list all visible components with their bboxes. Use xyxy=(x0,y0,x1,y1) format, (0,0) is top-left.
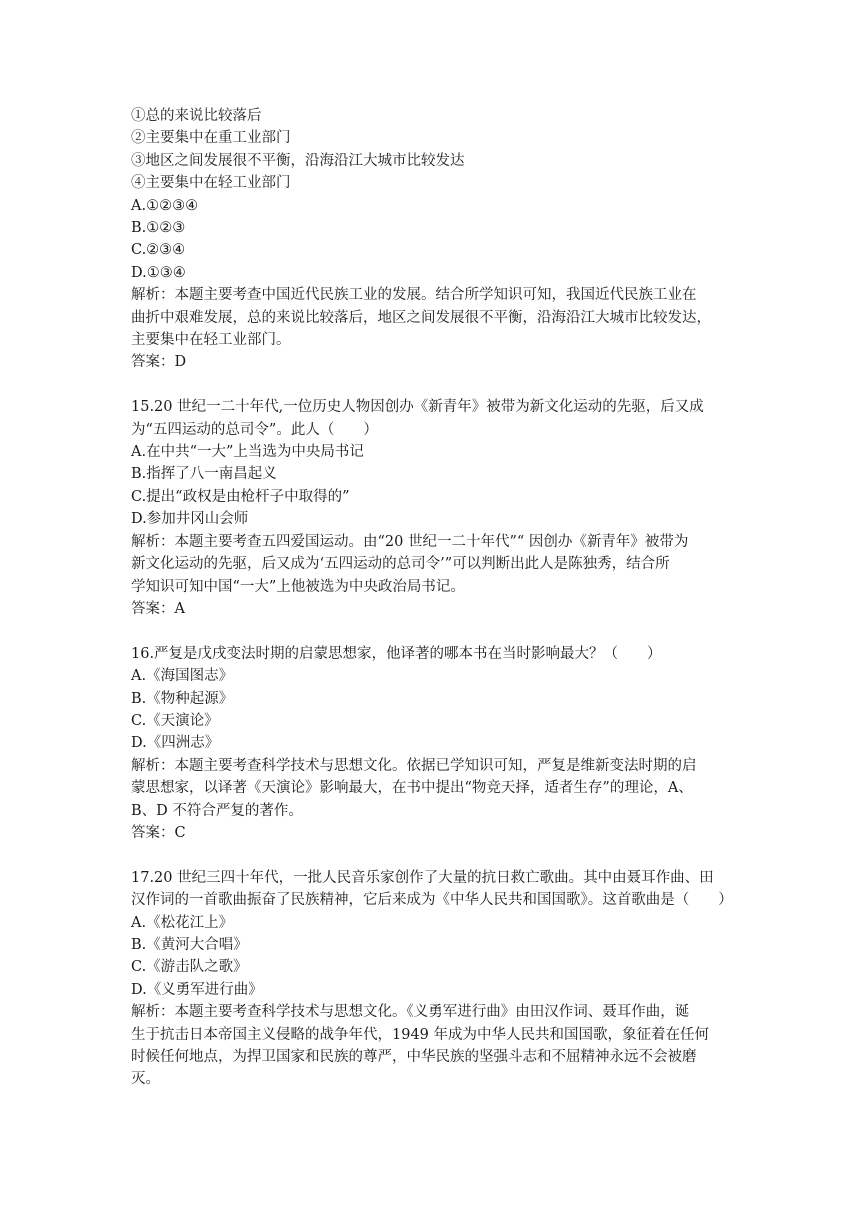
analysis-line: 学知识可知中国“一大”上他被选为中央政治局书记。 xyxy=(131,578,465,595)
answer: 答案：C xyxy=(131,824,186,841)
analysis-line: 解析：本题主要考查五四爱国运动。由“20 世纪一二十年代”“ 因创办《新青年》被带为 xyxy=(131,533,689,550)
question-15 xyxy=(131,396,741,620)
choice-b: B.①②③ xyxy=(131,220,186,237)
analysis-line: 解析：本题主要考查科学技术与思想文化。依据已学知识可知，严复是维新变法时期的启 xyxy=(131,757,697,774)
analysis-line: 曲折中艰难发展，总的来说比较落后，地区之间发展很不平衡，沿海沿江大城市比较发达， xyxy=(131,309,711,326)
question-stem: 17.20 世纪三四十年代，一批人民音乐家创作了大量的抗日救亡歌曲。其中由聂耳作曲、田 xyxy=(131,869,714,886)
spacer xyxy=(131,844,741,866)
page-content xyxy=(131,105,741,1091)
question-stem: 汉作词的一首歌曲振奋了民族精神，它后来成为《中华人民共和国国歌》。这首歌曲是（ ） xyxy=(131,892,733,909)
choice-b: B.《物种起源》 xyxy=(131,690,234,707)
question-14-tail xyxy=(131,105,741,374)
analysis-line: 蒙思想家，以译著《天演论》影响最大，在书中提出“物竞天择，适者生存”的理论，A、 xyxy=(131,780,693,797)
question-stem: 16.严复是戊戌变法时期的启蒙思想家，他译著的哪本书在当时影响最大？（ ） xyxy=(131,645,662,662)
statement-2: ②主要集中在重工业部门 xyxy=(131,130,291,147)
question-16 xyxy=(131,643,741,845)
statement-1: ①总的来说比较落后 xyxy=(131,108,262,124)
statement-4: ④主要集中在轻工业部门 xyxy=(131,175,291,192)
answer: 答案：D xyxy=(131,354,187,371)
choice-c: C.《天演论》 xyxy=(131,712,219,729)
analysis-line: 时候任何地点，为捍卫国家和民族的尊严，中华民族的坚强斗志和不屈精神永远不会被磨 xyxy=(131,1049,697,1066)
choice-d: D.《四洲志》 xyxy=(131,735,220,752)
answer: 答案：A xyxy=(131,600,185,617)
spacer xyxy=(131,620,741,642)
analysis-line: 新文化运动的先驱，后又成为‘五四运动的总司令’”可以判断出此人是陈独秀，结合所 xyxy=(131,556,670,573)
choice-d: D.参加井冈山会师 xyxy=(131,511,249,528)
choice-c: C.提出“政权是由枪杆子中取得的” xyxy=(131,488,350,505)
question-stem: 15.20 世纪一二十年代,一位历史人物因创办《新青年》被带为新文化运动的先驱，后又成 xyxy=(131,399,704,416)
analysis-line: 主要集中在轻工业部门。 xyxy=(131,332,291,349)
statement-3: ③地区之间发展很不平衡，沿海沿江大城市比较发达 xyxy=(131,152,465,169)
analysis-line: 解析：本题主要考查科学技术与思想文化。《义勇军进行曲》由田汉作词、聂耳作曲，诞 xyxy=(131,1004,690,1021)
choice-d: D.①③④ xyxy=(131,264,186,281)
choice-b: B.《黄河大合唱》 xyxy=(131,936,248,953)
choice-a: A.①②③④ xyxy=(131,197,199,214)
choice-a: A.《海国图志》 xyxy=(131,668,234,685)
analysis-line: 解析：本题主要考查中国近代民族工业的发展。结合所学知识可知，我国近代民族工业在 xyxy=(131,287,697,304)
choice-b: B.指挥了八一南昌起义 xyxy=(131,466,277,483)
analysis-line: 灭。 xyxy=(131,1071,160,1088)
choice-a: A.《松花江上》 xyxy=(131,914,234,931)
choice-a: A.在中共“一大”上当选为中央局书记 xyxy=(131,444,364,461)
question-stem: 为“五四运动的总司令”。此人（ ） xyxy=(131,421,378,438)
choice-c: C.《游击队之歌》 xyxy=(131,959,248,976)
choice-c: C.②③④ xyxy=(131,242,186,259)
analysis-line: B、D 不符合严复的著作。 xyxy=(131,802,303,819)
analysis-line: 生于抗击日本帝国主义侵略的战争年代，1949 年成为中华人民共和国国歌，象征着在任何 xyxy=(131,1026,710,1043)
spacer xyxy=(131,374,741,396)
choice-d: D.《义勇军进行曲》 xyxy=(131,981,263,998)
question-17 xyxy=(131,867,741,1091)
